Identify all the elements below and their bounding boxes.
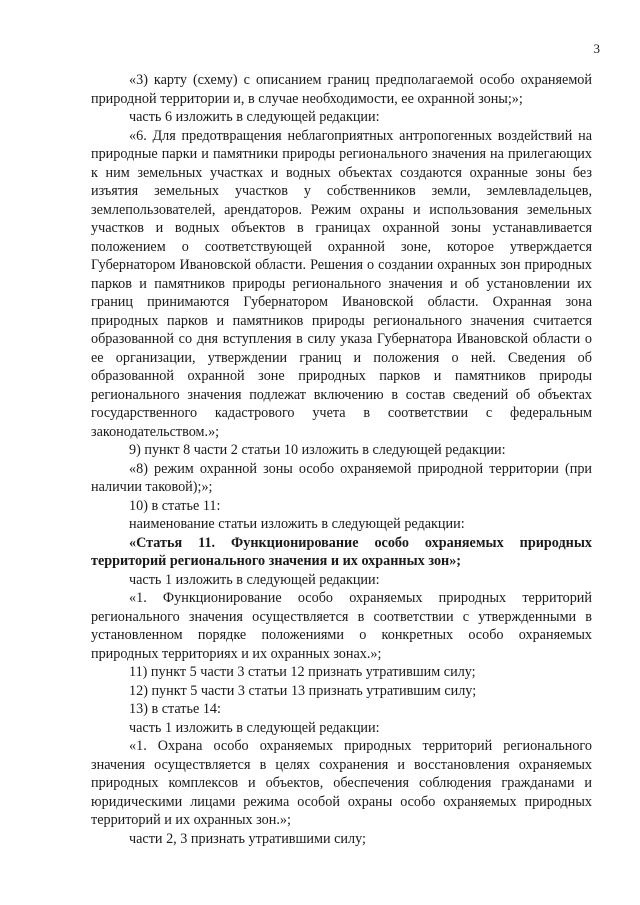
paragraph: 10) в статье 11:	[129, 497, 221, 514]
paragraph: 9) пункт 8 части 2 статьи 10 изложить в следующей редакции:	[129, 442, 506, 458]
paragraph: часть 6 изложить в следующей редакции:	[129, 109, 380, 125]
paragraph: 13) в статье 14:	[129, 701, 221, 717]
paragraph: «8) режим охранной зоны особо охраняемой природной территории (при наличии таковой);»;	[91, 460, 592, 495]
paragraph: 11) пункт 5 части 3 статьи 12 признать утратившим силу;	[129, 664, 476, 680]
article-heading: «Статья 11. Функционирование особо охраняемых природных территорий регионального значения и их охранных зон»;	[91, 534, 592, 569]
paragraph: часть 1 изложить в следующей редакции:	[129, 719, 380, 736]
paragraph: «1. Функционирование особо охраняемых природных территорий регионального значения осуществляется в соответствии с утвержденными в установленном порядке положениями о конкретных особо охраняемых природных территориях и их охранных зонах.»;	[91, 590, 592, 662]
paragraph: наименование статьи изложить в следующей редакции:	[129, 516, 465, 532]
paragraph: «3) карту (схему) с описанием границ предполагаемой особо охраняемой природной территории и, в случае необходимости, ее охранной зоны;»;	[91, 72, 592, 107]
paragraph: часть 1 изложить в следующей редакции:	[129, 571, 380, 588]
paragraph: части 2, 3 признать утратившими силу;	[129, 830, 366, 847]
document-body	[91, 71, 592, 848]
page-number: 3	[593, 41, 600, 56]
paragraph: «1. Охрана особо охраняемых природных территорий регионального значения осуществляется в целях сохранения и восстановления охраняемых природных комплексов и объектов, обеспечения соблюдения гражданами и юридическими лицами режима особой охраны особо охраняемых природных территорий и их охранных зон.»;	[91, 738, 592, 828]
paragraph: 12) пункт 5 части 3 статьи 13 признать утратившим силу;	[129, 682, 477, 699]
paragraph: «6. Для предотвращения неблагоприятных антропогенных воздействий на природные парки и памятники природы регионального значения на прилегающих к ним земельных участках и водных объектах создаются охранные зоны без изъятия земельных участков у собственников земли, землевладельцев, землепользователей, арендаторов. Режим охраны и использования земельных участков и водных объектов в границах охранной зоны устанавливается положением о соответствующей охранной зоне, которое утверждается Губернатором Ивановской области. Решения о создании охранных зон природных парков и памятников природы регионального значения и об установлении их границ принимаются Губернатором Ивановской области. Охранная зона природных парков и памятников природы регионального значения считается образованной со дня вступления в силу указа Губернатора Ивановской области о ее организации, утверждении границ и положения о ней. Сведения об образованной охранной зоне природных парков и памятников природы регионального значения подлежат включению в состав сведений об объектах государственного кадастрового учета в соответствии с федеральным законодательством.»;	[91, 127, 592, 440]
